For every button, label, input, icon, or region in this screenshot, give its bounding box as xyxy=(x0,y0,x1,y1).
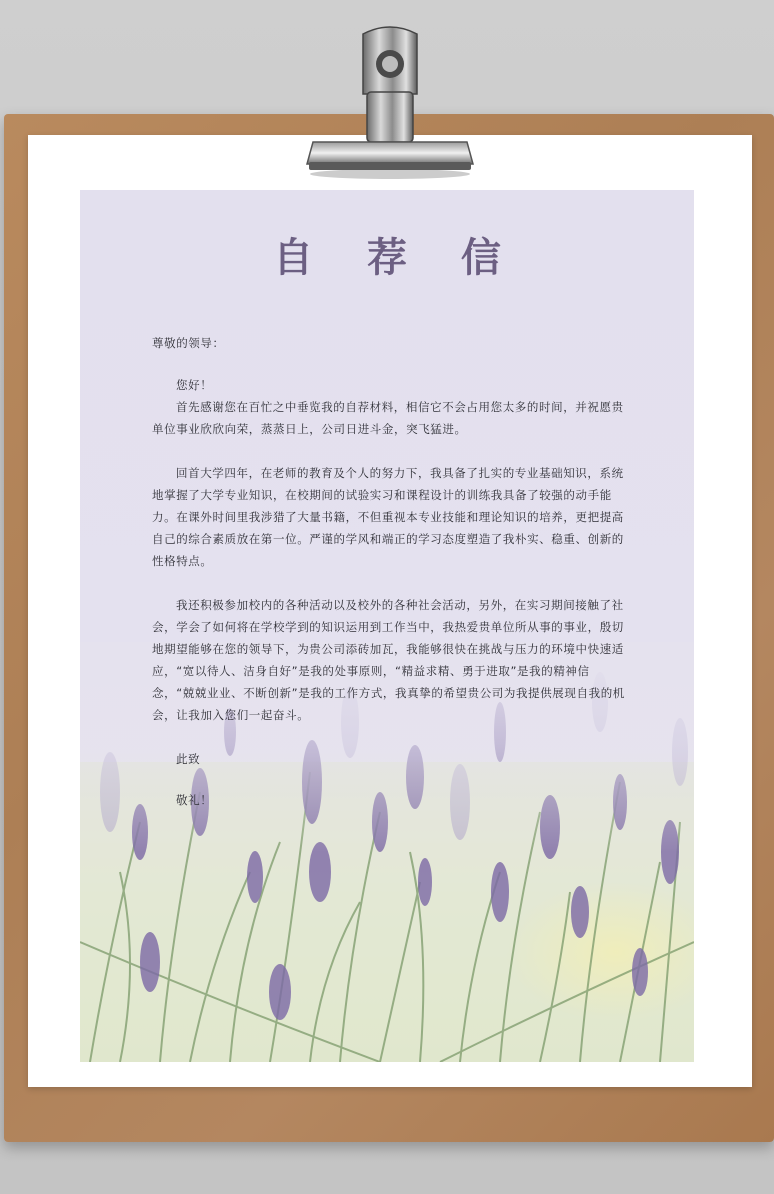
greeting: 您好！ xyxy=(176,378,213,392)
letter-body xyxy=(152,374,626,811)
binder-clip-icon xyxy=(305,24,475,179)
closing-line-2: 敬礼！ xyxy=(176,793,213,807)
paragraph-2: 回首大学四年，在老师的教育及个人的努力下，我具备了扎实的专业基础知识，系统地掌握了大学专业知识，在校期间的试验实习和课程设计的训练我具备了较强的动手能力。在课外时间里我涉猎了大量书籍，不但重视本专业技能和理论知识的培养，更把提高自己的综合素质放在第一位。严谨的学风和端正的学习态度塑造了我朴实、稳重、创新的性格特点。 xyxy=(152,466,624,568)
closing-line-1: 此致 xyxy=(176,752,201,766)
paragraph-3: 我还积极参加校内的各种活动以及校外的各种社会活动，另外，在实习期间接触了社会，学会了如何将在学校学到的知识运用到工作当中，我热爱贵单位所从事的事业，殷切地期望能够在您的领导下，为贵公司添砖加瓦，我能够很快在挑战与压力的环境中快速适应，“宽以待人、洁身自好”是我的处事原则，“精益求精、勇于进取”是我的精神信念，“兢兢业业、不断创新”是我的工作方式，我真挚的希望贵公司为我提供展现自我的机会，让我加入您们一起奋斗。 xyxy=(152,598,625,722)
salutation: 尊敬的领导： xyxy=(152,336,225,350)
letter-page xyxy=(80,190,694,1062)
letter-title: 自 荐 信 xyxy=(273,235,521,281)
paragraph-1: 首先感谢您在百忙之中垂览我的自荐材料，相信它不会占用您太多的时间，并祝愿贵单位事业欣欣向荣，蒸蒸日上，公司日进斗金，突飞猛进。 xyxy=(152,400,624,436)
